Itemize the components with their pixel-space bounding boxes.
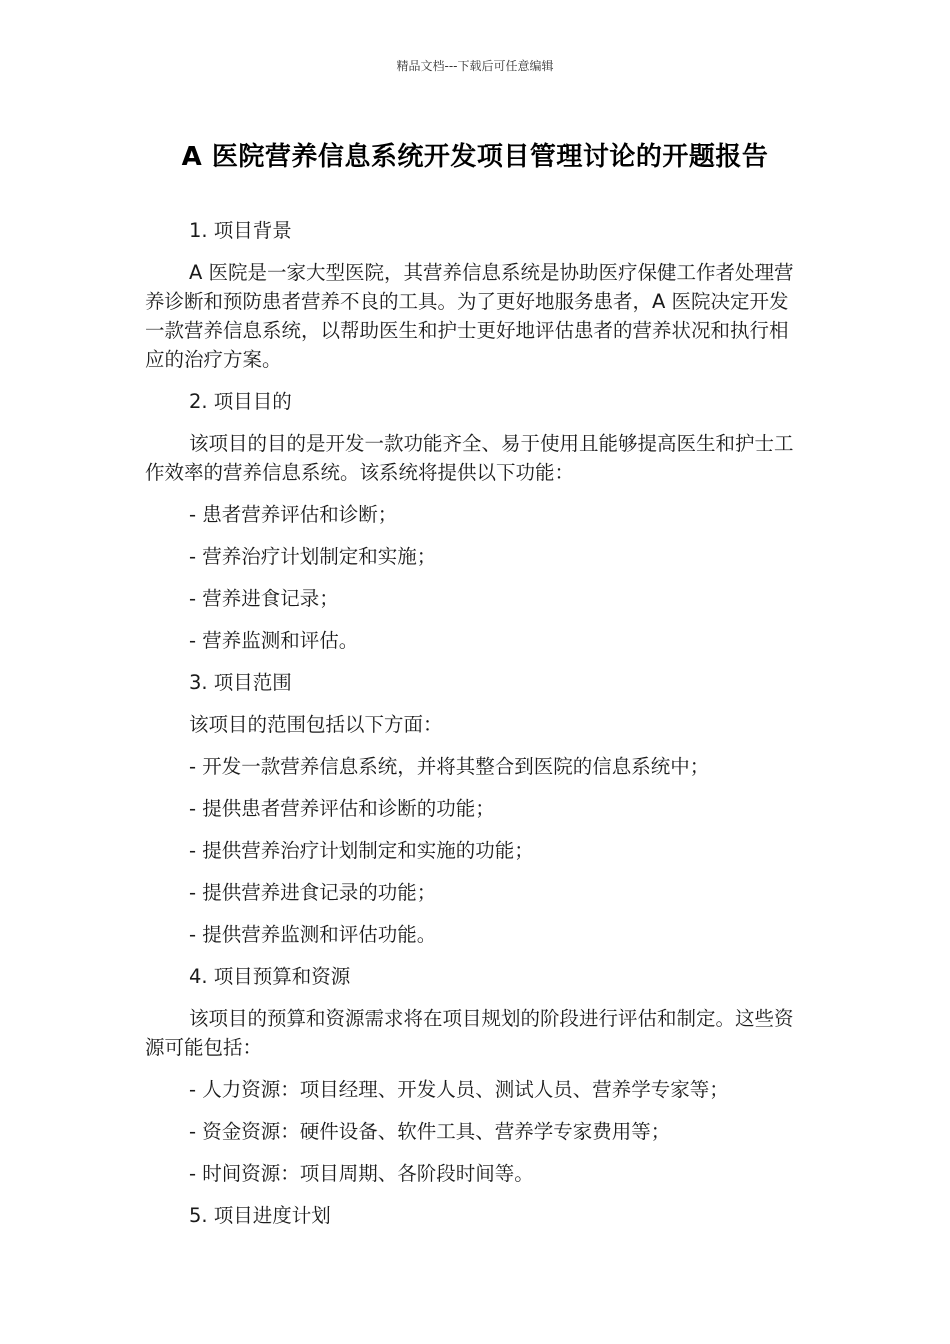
list-item: - 提供营养监测和评估功能。 — [189, 923, 437, 946]
header-note: 精品文档---下载后可任意编辑 — [396, 59, 554, 73]
list-item: - 时间资源：项目周期、各阶段时间等。 — [189, 1162, 534, 1185]
paragraph: A 医院是一家大型医院，其营养信息系统是协助医疗保健工作者处理营养诊断和预防患者营养不良的工具。为了更好地服务患者，A 医院决定开发一款营养信息系统，以帮助医生和护士更好地评估患者的营养状况和执行相应的治疗方案。 — [145, 261, 794, 371]
paragraph: 该项目的范围包括以下方面： — [189, 713, 443, 736]
list-item: - 开发一款营养信息系统，并将其整合到医院的信息系统中； — [189, 755, 710, 778]
document-body — [145, 216, 805, 1243]
section-heading: 4. 项目预算和资源 — [189, 965, 351, 988]
section-heading: 5. 项目进度计划 — [189, 1204, 331, 1227]
list-item: - 提供营养进食记录的功能； — [189, 881, 437, 904]
list-item: - 患者营养评估和诊断； — [189, 503, 398, 526]
list-item: - 提供患者营养评估和诊断的功能； — [189, 797, 495, 820]
paragraph: 该项目的预算和资源需求将在项目规划的阶段进行评估和制定。这些资源可能包括： — [145, 1007, 794, 1059]
section-heading: 1. 项目背景 — [189, 219, 292, 242]
list-item: - 提供营养治疗计划制定和实施的功能； — [189, 839, 534, 862]
list-item: - 营养进食记录； — [189, 587, 339, 610]
list-item: - 营养监测和评估。 — [189, 629, 359, 652]
list-item: - 人力资源：项目经理、开发人员、测试人员、营养学专家等； — [189, 1078, 729, 1101]
list-item: - 营养治疗计划制定和实施； — [189, 545, 437, 568]
document-title: A 医院营养信息系统开发项目管理讨论的开题报告 — [181, 142, 769, 172]
section-heading: 2. 项目目的 — [189, 390, 292, 413]
list-item: - 资金资源：硬件设备、软件工具、营养学专家费用等； — [189, 1120, 671, 1143]
section-heading: 3. 项目范围 — [189, 671, 292, 694]
paragraph: 该项目的目的是开发一款功能齐全、易于使用且能够提高医生和护士工作效率的营养信息系统。该系统将提供以下功能： — [145, 432, 794, 484]
